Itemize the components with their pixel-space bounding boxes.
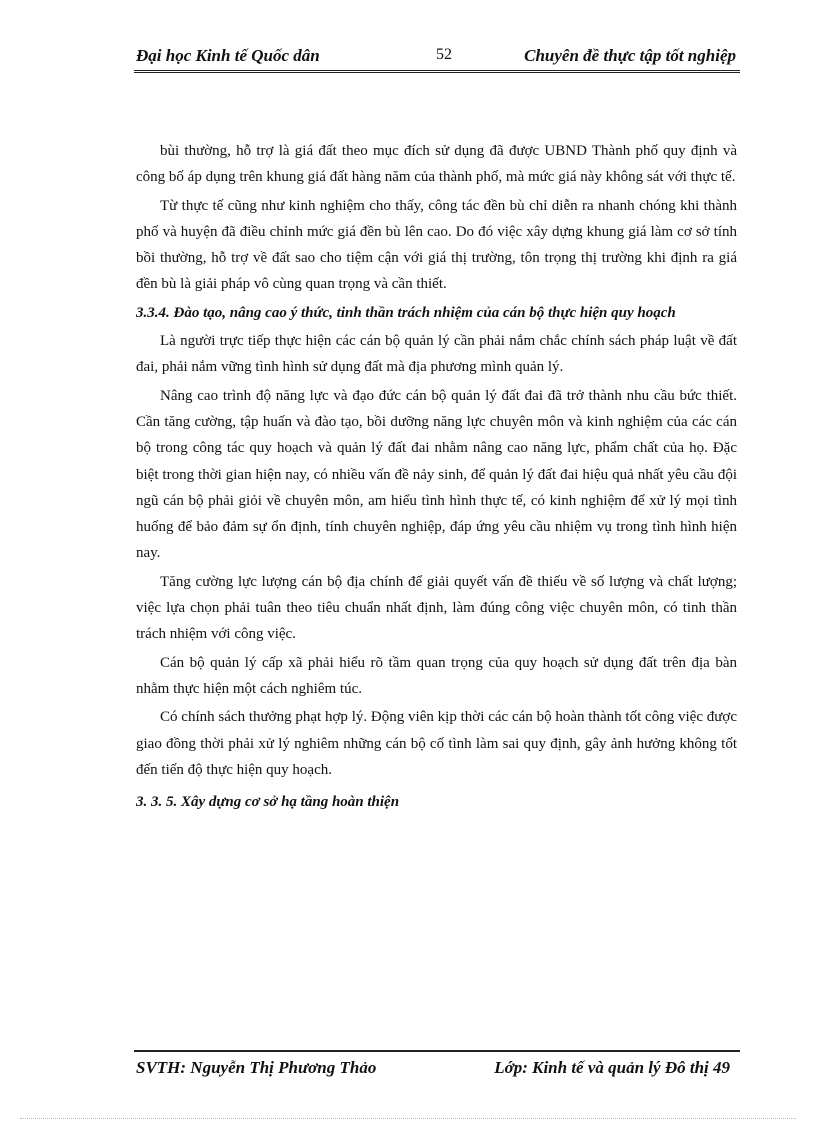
header-document-type: Chuyên đề thực tập tốt nghiệp	[524, 46, 736, 65]
section-heading: 3.3.4. Đào tạo, nâng cao ý thức, tinh thần trách nhiệm của cán bộ thực hiện quy hoạch	[136, 304, 676, 321]
paragraph: Từ thực tế cũng như kinh nghiệm cho thấy, công tác đền bù chỉ diễn ra nhanh chóng khi thành phố và huyện đã điều chỉnh mức giá đền bù lên cao. Do đó việc xây dựng khung giá làm cơ sở tính bồi thường, hỗ trợ về đất sao cho tiệm cận với giá thị trường, tôn trọng thị trường khi định ra giá đền bù là giải pháp vô cùng quan trọng và cần thiết.	[136, 197, 737, 293]
section-heading: 3. 3. 5. Xây dựng cơ sở hạ tầng hoàn thiện	[136, 794, 400, 811]
page-body	[136, 138, 737, 817]
page-header	[134, 44, 740, 73]
page-number: 52	[436, 46, 452, 63]
footer-author: SVTH: Nguyễn Thị Phương Thảo	[136, 1058, 377, 1077]
paragraph: Cán bộ quản lý cấp xã phải hiểu rõ tầm quan trọng của quy hoạch sử dụng đất trên địa bàn nhằm thực hiện một cách nghiêm túc.	[136, 654, 737, 697]
paragraph: Có chính sách thưởng phạt hợp lý. Động viên kịp thời các cán bộ hoàn thành tốt công việc được giao đồng thời phải xử lý nghiêm những cán bộ cố tình làm sai quy định, gây ảnh hưởng không tốt đến tiến độ thực hiện quy hoạch.	[136, 709, 737, 778]
header-university: Đại học Kinh tế Quốc dân	[136, 46, 320, 65]
paragraph: Nâng cao trình độ năng lực và đạo đức cán bộ quản lý đất đai đã trở thành nhu cầu bức thiết. Cần tăng cường, tập huấn và đào tạo, bồi dưỡng năng lực chuyên môn và kinh nghiệm của các cán bộ trong công tác quy hoạch và quản lý đất đai nhằm nâng cao năng lực, phẩm chất của họ. Đặc biệt trong thời gian hiện nay, có nhiều vấn đề nảy sinh, để quản lý đất đai hiệu quả nhất yêu cầu đội ngũ cán bộ phải giỏi về chuyên môn, am hiểu tình hình thực tế, có kinh nghiệm để xử lý mọi tình huống để bảo đảm sự ổn định, tính chuyên nghiệp, đáp ứng yêu cầu nhiệm vụ trong tình hình hiện nay.	[136, 387, 737, 562]
page-footer	[134, 1050, 740, 1082]
page-edge-divider	[20, 1118, 796, 1119]
paragraph: Là người trực tiếp thực hiện các cán bộ quản lý cần phải nắm chắc chính sách pháp luật về đất đai, phải nắm vững tình hình sử dụng đất mà địa phương mình quản lý.	[136, 333, 737, 376]
paragraph: Tăng cường lực lượng cán bộ địa chính để giải quyết vấn đề thiếu về số lượng và chất lượng; việc lựa chọn phải tuân theo tiêu chuẩn nhất định, làm đúng công việc chuyên môn, có tinh thần trách nhiệm với công việc.	[136, 573, 737, 643]
footer-class: Lớp: Kinh tế và quản lý Đô thị 49	[494, 1058, 730, 1077]
paragraph: bùi thường, hỗ trợ là giá đất theo mục đích sử dụng đã được UBND Thành phố quy định và công bố áp dụng trên khung giá đất hàng năm của thành phố, mà mức giá này không sát với thực tế.	[136, 143, 737, 186]
